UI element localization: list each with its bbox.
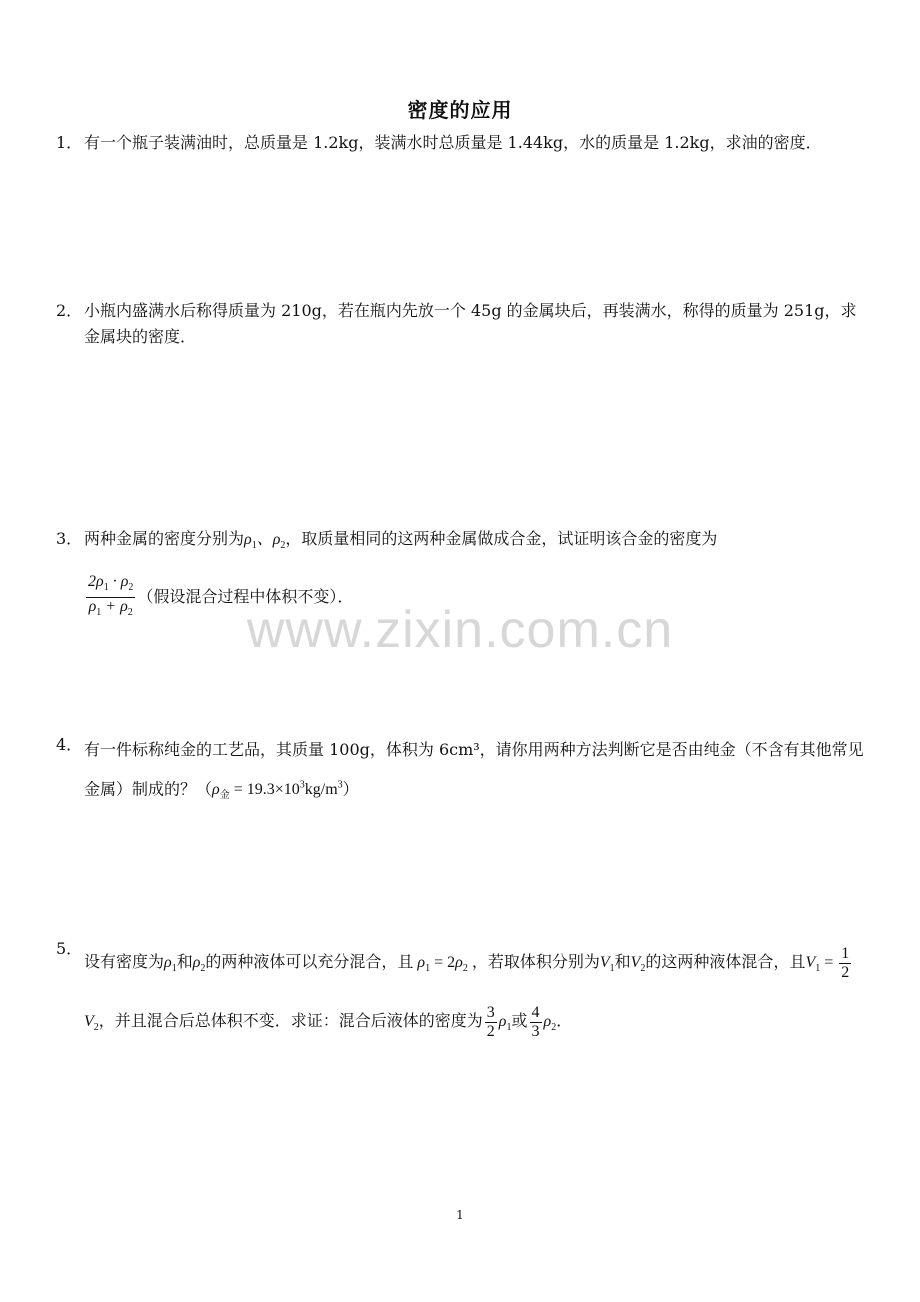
question-number: 4．: [56, 735, 83, 754]
formula-v2: $V_2$: [630, 954, 646, 975]
formula-v-relation: $V_1$ = $\frac{1}{2}$ $V_2$: [84, 944, 850, 1034]
question-3: [56, 526, 866, 623]
formula-rho2: $\rho_2$: [192, 954, 206, 975]
formula-rho1-rho2: $\rho_1$、$\rho_2$: [244, 531, 286, 552]
formula-rho1: $\rho_1$: [164, 954, 177, 975]
formula-gold-density: $\rho_金 = 19.3\times 10^3kg/m^3$: [212, 780, 343, 802]
watermark: www.zixin.com.cn: [246, 601, 674, 659]
formula-rho-relation: $\rho_1 = 2\rho_2$: [413, 954, 468, 975]
question-number: 5．: [56, 939, 83, 958]
page-number: 1: [456, 1208, 464, 1222]
formula-alloy-density: $\frac{2\rho_1 \cdot \rho_2}{\rho_1 + \rho_2}$: [88, 573, 134, 619]
formula-result-1: $\frac{3}{2}$ $\rho_1$: [486, 1004, 512, 1041]
formula-v1: $V_1$: [599, 954, 615, 975]
question-2: [56, 298, 866, 350]
question-text: 设有密度为$\rho_1$和$\rho_2$的两种液体可以充分混合，且 $\rho_1 = 2\rho_2$ ，若取体积分别为$V_1$和$V_2$的这两种液体混合，且$V_1$ = $\frac{1}{2}$ $V_2$，并且混合后总体积不变．求证：混合后液体的密度为 $\frac{3}{2}$ $\rho_1$或 $\frac{4}{3}$ $\rho_2$．: [84, 936, 866, 1054]
question-number: 3．: [56, 529, 83, 548]
question-number: 1．: [56, 133, 83, 152]
question-text: 小瓶内盛满水后称得质量为 210g，若在瓶内先放一个 45g 的金属块后，再装满水，称得的质量为 251g，求金属块的密度．: [84, 301, 857, 346]
question-number: 2．: [56, 301, 83, 320]
question-1: [56, 130, 866, 156]
question-text: 有一件标称纯金的工艺品，其质量 100g，体积为 6cm³，请你用两种方法判断它是否由纯金（不含有其他常见金属）制成的？$(\rho_金 = 19.3\times 10^3kg/m^3)$: [84, 740, 864, 802]
formula-result-2: $\frac{4}{3}$ $\rho_2$: [531, 1004, 557, 1041]
question-text: 有一个瓶子装满油时，总质量是 1.2kg，装满水时总质量是 1.44kg，水的质量是 1.2kg，求油的密度．: [84, 133, 822, 152]
question-text: 两种金属的密度分别为$\rho_1$、$\rho_2$，取质量相同的这两种金属做成合金，试证明该合金的密度为: [84, 529, 718, 552]
question-4: [56, 732, 866, 815]
question-formula-line: $\frac{2\rho_1 \cdot \rho_2}{\rho_1 + \rho_2}$ （假设混合过程中体积不变）．: [84, 573, 866, 622]
question-5: [56, 936, 866, 1054]
page-title: 密度的应用: [407, 98, 513, 122]
